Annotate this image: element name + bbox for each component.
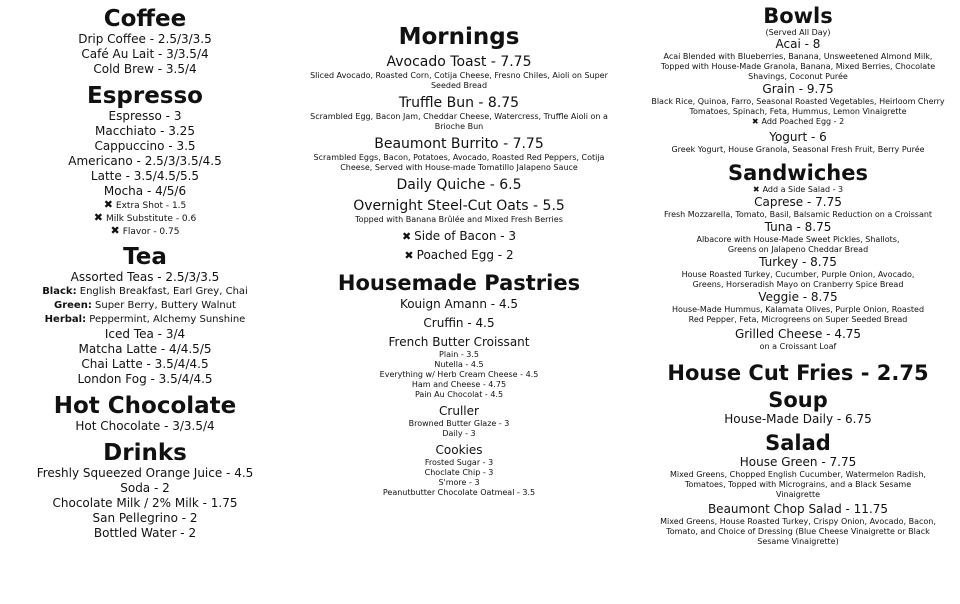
- tea-type-line: [0, 299, 290, 313]
- item-description: Black Rice, Quinoa, Farro, Seasonal Roasted Vegetables, Heirloom Cherry Tomatoes, Spinach, Feta, Hummus, Lemon Vinaigrette: [651, 97, 945, 116]
- croissant-name: French Butter Croissant: [388, 335, 530, 349]
- menu-item: Chocolate Milk / 2% Milk - 1.75: [52, 496, 238, 510]
- addon-item: [636, 185, 960, 195]
- addon-item: [0, 199, 290, 212]
- addon-item: [0, 225, 290, 238]
- option-item: Browned Butter Glaze - 3: [408, 419, 510, 428]
- soup-heading: Soup: [768, 388, 828, 412]
- addon-label: Add a Side Salad - 3: [762, 185, 844, 194]
- menu-item: Iced Tea - 3/4: [104, 327, 186, 341]
- menu-item: Beaumont Chop Salad - 11.75: [707, 502, 889, 516]
- x-mark-icon: ✖: [751, 117, 759, 126]
- x-mark-icon: ✖: [93, 211, 103, 224]
- pastries-heading: Housemade Pastries: [337, 271, 581, 295]
- addon-item: [292, 248, 626, 263]
- menu-item: Chai Latte - 3.5/4/4.5: [81, 357, 209, 371]
- tea-type-text: Peppermint, Alchemy Sunshine: [89, 314, 246, 325]
- item-description: Acai Blended with Blueberries, Banana, Unsweetened Almond Milk, Topped with House-Made Granola, Banana, Mixed Berries, Chocolate Shavings, Coconut Purée: [660, 52, 936, 81]
- bowls-subtitle: (Served All Day): [765, 28, 831, 37]
- menu-item: Latte - 3.5/4.5/5.5: [90, 169, 200, 183]
- option-item: Daily - 3: [442, 429, 476, 438]
- menu-item: Espresso - 3: [108, 109, 182, 123]
- item-description: Mixed Greens, Chopped English Cucumber, Watermelon Radish, Tomatoes, Topped with Micrograins, and a Black Sesame Vinaigrette: [670, 470, 926, 499]
- menu-item: Americano - 2.5/3/3.5/4.5: [68, 154, 222, 168]
- item-description: Scrambled Eggs, Bacon, Potatoes, Avocado, Roasted Red Peppers, Cotija Cheese, Served with House-made Tomatillo Jalapeno Sauce: [313, 153, 605, 172]
- tea-type-text: English Breakfast, Earl Grey, Chai: [79, 286, 248, 297]
- option-item: Peanutbutter Chocolate Oatmeal - 3.5: [382, 488, 536, 497]
- item-description: Fresh Mozzarella, Tomato, Basil, Balsamic Reduction on a Croissant: [663, 210, 933, 219]
- menu-item: Mocha - 4/5/6: [103, 184, 187, 198]
- menu-item: Hot Chocolate - 3/3.5/4: [75, 419, 215, 433]
- menu-item: Drip Coffee - 2.5/3/3.5: [78, 32, 212, 46]
- sandwiches-heading: Sandwiches: [727, 161, 869, 185]
- item-description: House Roasted Turkey, Cucumber, Purple Onion, Avocado, Greens, Horseradish Mayo on Cranberry Spice Bread: [681, 270, 915, 289]
- menu-item: Caprese - 7.75: [754, 195, 842, 209]
- menu-item: Turkey - 8.75: [759, 255, 837, 269]
- drinks-heading: Drinks: [103, 440, 187, 466]
- x-mark-icon: ✖: [103, 198, 113, 211]
- menu-item: Veggie - 8.75: [758, 290, 838, 304]
- menu-column-lunch: [636, 0, 960, 547]
- x-mark-icon: ✖: [110, 224, 120, 237]
- cookies-name: Cookies: [435, 443, 483, 457]
- menu-item: Cruffin - 4.5: [423, 316, 495, 330]
- menu-item: Cappuccino - 3.5: [94, 139, 196, 153]
- menu-item: House Green - 7.75: [739, 455, 857, 469]
- menu-item: Assorted Teas - 2.5/3/3.5: [70, 270, 220, 284]
- bowls-heading: Bowls: [763, 4, 833, 28]
- menu-item: San Pellegrino - 2: [92, 511, 198, 525]
- addon-label: Poached Egg - 2: [416, 248, 514, 262]
- tea-type-line: [0, 313, 290, 327]
- mornings-heading: Mornings: [398, 24, 520, 50]
- espresso-heading: Espresso: [87, 83, 203, 109]
- tea-type-label: Black:: [42, 286, 77, 297]
- menu-item: Grain - 9.75: [762, 82, 834, 96]
- cruller-name: Cruller: [439, 404, 479, 418]
- menu-item: London Fog - 3.5/4/4.5: [77, 372, 213, 386]
- menu-item: Acai - 8: [775, 37, 821, 51]
- menu-column-drinks: [0, 0, 290, 541]
- menu-item: Freshly Squeezed Orange Juice - 4.5: [36, 466, 254, 480]
- addon-label: Flavor - 0.75: [122, 227, 180, 237]
- tea-heading: Tea: [123, 244, 167, 270]
- option-item: Everything w/ Herb Cream Cheese - 4.5: [379, 370, 539, 379]
- tea-type-line: [0, 285, 290, 299]
- item-description: Greek Yogurt, House Granola, Seasonal Fresh Fruit, Berry Purée: [671, 145, 925, 154]
- hot-chocolate-heading: Hot Chocolate: [53, 393, 237, 419]
- option-item: Ham and Cheese - 4.75: [411, 380, 507, 389]
- option-item: Frosted Sugar - 3: [424, 458, 494, 467]
- menu-item: Cold Brew - 3.5/4: [93, 62, 197, 76]
- menu-item: Yogurt - 6: [769, 130, 827, 144]
- coffee-heading: Coffee: [103, 6, 187, 32]
- menu-item: Daily Quiche - 6.5: [396, 177, 522, 193]
- addon-item: [292, 229, 626, 244]
- item-description: on a Croissant Loaf: [759, 342, 837, 351]
- menu-item: Macchiato - 3.25: [95, 124, 195, 138]
- x-mark-icon: ✖: [404, 249, 414, 262]
- x-mark-icon: ✖: [401, 230, 412, 243]
- menu-column-food: [292, 0, 626, 498]
- item-description: Mixed Greens, House Roasted Turkey, Crispy Onion, Avocado, Bacon, Tomato, and Choice of Dressing (Blue Cheese Vinaigrette or Black Sesame Vinaigrette): [660, 517, 936, 546]
- menu-item: Kouign Amann - 4.5: [399, 297, 519, 311]
- addon-label: Extra Shot - 1.5: [115, 201, 187, 211]
- menu-item: Matcha Latte - 4/4.5/5: [78, 342, 212, 356]
- menu-item: Beaumont Burrito - 7.75: [374, 136, 544, 152]
- menu-item: House-Made Daily - 6.75: [724, 412, 872, 426]
- option-item: Plain - 3.5: [439, 350, 479, 359]
- x-mark-icon: ✖: [752, 185, 760, 194]
- addon-item: [0, 212, 290, 225]
- menu-item: Soda - 2: [120, 481, 170, 495]
- menu-item: Café Au Lait - 3/3.5/4: [81, 47, 209, 61]
- item-description: House-Made Hummus, Kalamata Olives, Purple Onion, Roasted Red Pepper, Feta, Microgreens on Super Seeded Bread: [671, 305, 925, 324]
- option-item: Pain Au Chocolat - 4.5: [414, 390, 504, 399]
- menu-item: Bottled Water - 2: [93, 526, 197, 540]
- addon-label: Milk Substitute - 0.6: [105, 214, 197, 224]
- menu-item: Avocado Toast - 7.75: [386, 54, 532, 70]
- item-description: Scrambled Egg, Bacon Jam, Cheddar Cheese, Watercress, Truffle Aioli on a Brioche Bun: [310, 112, 608, 131]
- salad-heading: Salad: [765, 431, 831, 455]
- item-description: Topped with Banana Brûlée and Mixed Fresh Berries: [355, 215, 563, 224]
- tea-type-label: Herbal:: [44, 314, 87, 325]
- menu-item: Overnight Steel-Cut Oats - 5.5: [353, 198, 565, 214]
- tea-type-label: Green:: [54, 300, 92, 311]
- menu-item: Grilled Cheese - 4.75: [734, 327, 862, 341]
- item-description: Albacore with House-Made Sweet Pickles, Shallots, Greens on Jalapeno Cheddar Bread: [696, 235, 900, 254]
- option-item: S'more - 3: [438, 478, 480, 487]
- option-item: Choclate Chip - 3: [424, 468, 494, 477]
- fries-heading: House Cut Fries - 2.75: [667, 361, 929, 385]
- addon-label: Add Poached Egg - 2: [761, 117, 845, 126]
- menu-item: Tuna - 8.75: [764, 220, 832, 234]
- option-item: Nutella - 4.5: [434, 360, 484, 369]
- item-description: Sliced Avocado, Roasted Corn, Cotija Cheese, Fresno Chiles, Aioli on Super Seeded Bread: [310, 71, 608, 90]
- tea-type-text: Super Berry, Buttery Walnut: [95, 300, 236, 311]
- addon-label: Side of Bacon - 3: [414, 229, 517, 243]
- addon-item: [636, 117, 960, 127]
- menu-item: Truffle Bun - 8.75: [398, 95, 520, 111]
